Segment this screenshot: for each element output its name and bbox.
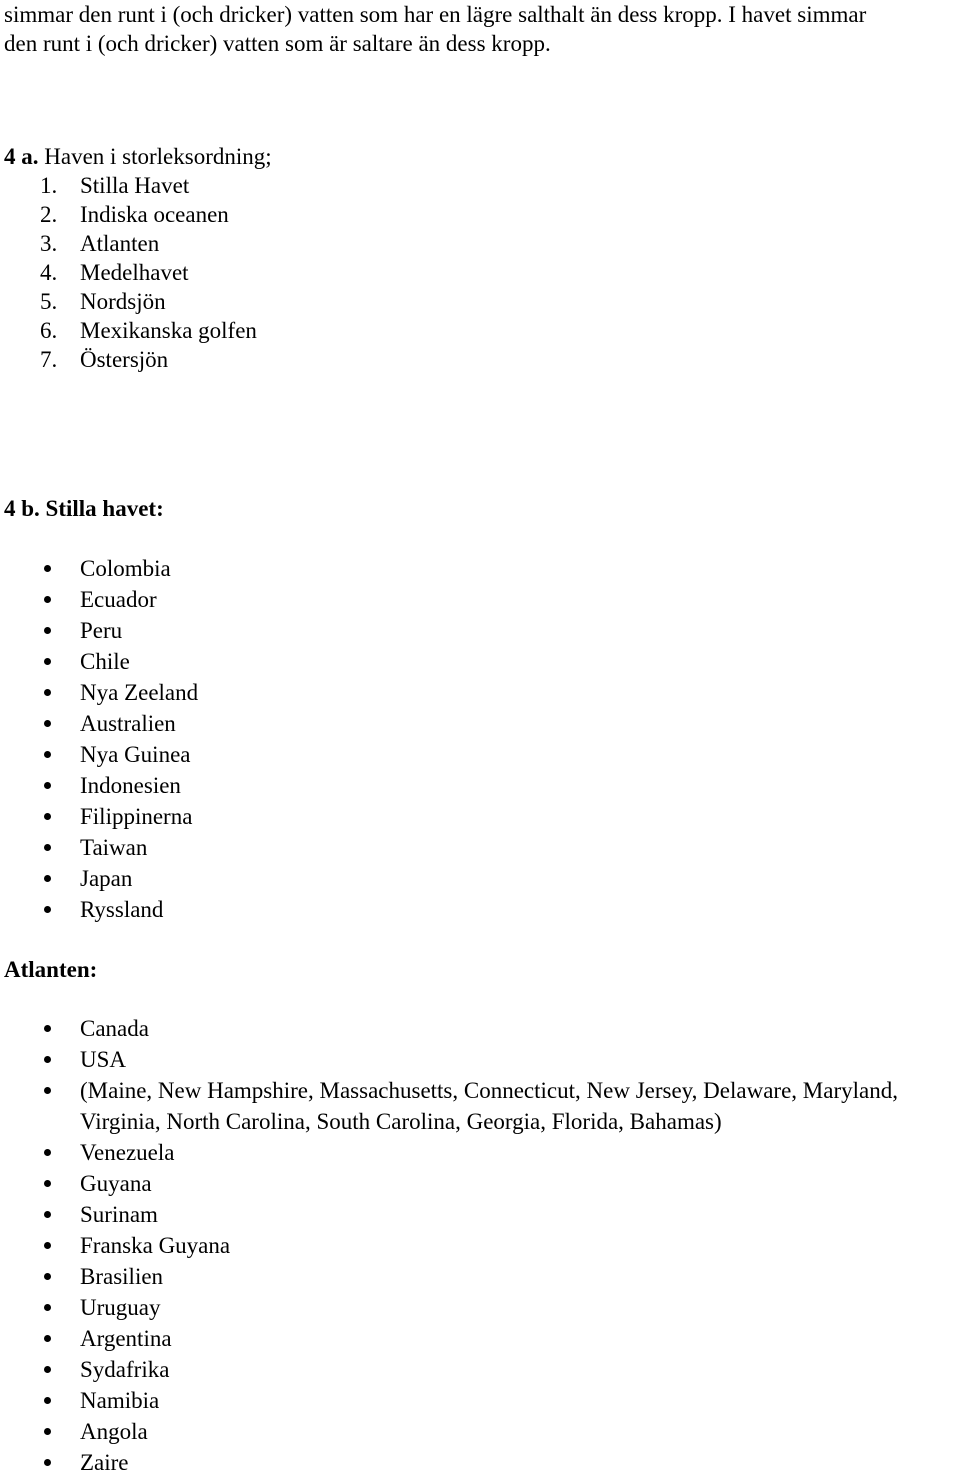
country-name: Nya Zeeland [80,680,199,705]
country-name: Brasilien [80,1264,164,1289]
intro-line-2: den runt i (och dricker) vatten som är saltare än dess kropp. [4,31,551,56]
atlantic-heading: Atlanten: [4,957,98,982]
country-name: (Maine, New Hampshire, Massachusetts, Connecticut, New Jersey, Delaware, Maryland, Virginia, North Carolina, South Carolina, Georgia, Florida, Bahamas) [80,1078,898,1134]
section-4a-heading [4,142,272,171]
ocean-list-text: Mexikanska golfen [80,318,257,343]
country-name: Surinam [80,1202,158,1227]
atlantic-country-item [0,1044,920,1075]
country-name: Ecuador [80,587,157,612]
section-4a-label: 4 a. [4,144,39,169]
section-4b-heading: 4 b. Stilla havet: [4,496,164,521]
country-name: Indonesien [80,773,181,798]
country-name: Peru [80,618,123,643]
bullet-icon [44,1056,51,1063]
bullet-icon [44,813,51,820]
country-name: Taiwan [80,835,148,860]
bullet-icon [44,1025,51,1032]
atlantic-country-item [0,1323,920,1354]
ocean-list-text: Östersjön [80,347,169,372]
pacific-countries-list [0,553,960,925]
country-name: Ryssland [80,897,164,922]
bullet-icon [44,751,51,758]
ocean-list-text: Medelhavet [80,260,189,285]
country-name: Chile [80,649,130,674]
atlantic-country-item [0,1447,920,1478]
bullet-icon [44,1087,51,1094]
country-name: Australien [80,711,176,736]
bullet-icon [44,875,51,882]
atlantic-country-item [0,1416,920,1447]
pacific-country-item [0,615,920,646]
atlantic-country-item [0,1199,920,1230]
ocean-list-number: 7. [40,347,58,372]
atlantic-country-item [0,1230,920,1261]
bullet-icon [44,1211,51,1218]
atlantic-country-item [0,1168,920,1199]
bullet-icon [44,1428,51,1435]
ocean-list-text: Indiska oceanen [80,202,229,227]
country-name: Namibia [80,1388,160,1413]
bullet-icon [44,565,51,572]
ocean-list-number: 3. [40,231,58,256]
section-4a-title: Haven i storleksordning; [44,144,272,169]
atlantic-country-item [0,1292,920,1323]
country-name: Japan [80,866,133,891]
bullet-icon [44,782,51,789]
pacific-country-item [0,770,920,801]
country-name: Nya Guinea [80,742,191,767]
bullet-icon [44,1304,51,1311]
pacific-country-item [0,739,920,770]
country-name: Argentina [80,1326,172,1351]
bullet-icon [44,1459,51,1466]
bullet-icon [44,720,51,727]
ocean-list-text: Atlanten [80,231,160,256]
ocean-list-text: Stilla Havet [80,173,190,198]
country-name: Franska Guyana [80,1233,231,1258]
pacific-country-item [0,801,920,832]
pacific-country-item [0,677,920,708]
bullet-icon [44,658,51,665]
pacific-country-item [0,863,920,894]
bullet-icon [44,627,51,634]
bullet-icon [44,1335,51,1342]
atlantic-country-item [0,1013,920,1044]
bullet-icon [44,906,51,913]
pacific-country-item [0,832,920,863]
ocean-list-number: 6. [40,318,58,343]
bullet-icon [44,1149,51,1156]
bullet-icon [44,844,51,851]
ocean-list-text: Nordsjön [80,289,166,314]
bullet-icon [44,1397,51,1404]
atlantic-country-item [0,1354,920,1385]
pacific-country-item [0,553,920,584]
intro-paragraph [4,0,959,58]
atlantic-country-item [0,1137,920,1168]
bullet-icon [44,1242,51,1249]
pacific-country-item [0,894,920,925]
country-name: Canada [80,1016,149,1041]
country-name: Venezuela [80,1140,175,1165]
country-name: USA [80,1047,127,1072]
bullet-icon [44,689,51,696]
country-name: Colombia [80,556,171,581]
pacific-country-item [0,708,920,739]
bullet-icon [44,596,51,603]
atlantic-country-item [0,1385,920,1416]
country-name: Guyana [80,1171,152,1196]
ocean-list-number: 2. [40,202,58,227]
country-name: Zaire [80,1450,129,1475]
country-name: Sydafrika [80,1357,170,1382]
country-name: Angola [80,1419,148,1444]
ocean-list-number: 4. [40,260,58,285]
atlantic-countries-list [0,1013,960,1478]
atlantic-country-item [0,1075,920,1137]
bullet-icon [44,1180,51,1187]
ocean-list-number: 1. [40,173,58,198]
bullet-icon [44,1273,51,1280]
country-name: Uruguay [80,1295,161,1320]
bullet-icon [44,1366,51,1373]
intro-line-1: simmar den runt i (och dricker) vatten som har en lägre salthalt än dess kropp. I havet simmar [4,2,867,27]
atlantic-country-item [0,1261,920,1292]
pacific-country-item [0,646,920,677]
pacific-country-item [0,584,920,615]
country-name: Filippinerna [80,804,193,829]
ocean-list-number: 5. [40,289,58,314]
